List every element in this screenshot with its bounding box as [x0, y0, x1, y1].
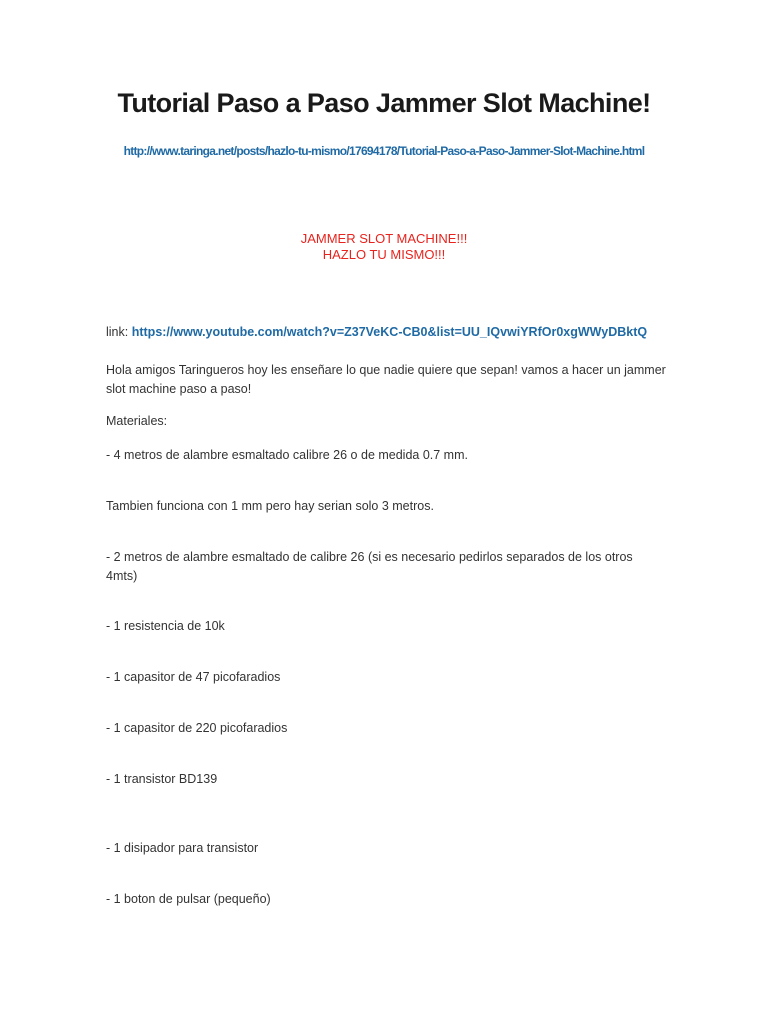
source-url-link[interactable]: http://www.taringa.net/posts/hazlo-tu-mismo/17694178/Tutorial-Paso-a-Paso-Jammer-Slot-Machine.html	[123, 144, 645, 158]
materials-heading: Materiales:	[106, 414, 168, 428]
material-item-transistor: - 1 transistor BD139	[106, 772, 218, 786]
headline-line-2: HAZLO TU MISMO!!!	[322, 247, 446, 262]
headline-block	[0, 231, 768, 263]
material-item-capacitor-220pf: - 1 capasitor de 220 picofaradios	[106, 721, 288, 735]
material-item-heatsink: - 1 disipador para transistor	[106, 841, 259, 855]
document-title: Tutorial Paso a Paso Jammer Slot Machine!	[117, 88, 651, 118]
youtube-video-link[interactable]: https://www.youtube.com/watch?v=Z37VeKC-CB0&list=UU_IQvwiYRfOr0xgWWyDBktQ	[131, 325, 648, 339]
link-label: link:	[106, 325, 129, 339]
material-item-wire-2m: - 2 metros de alambre esmaltado de calibre 26 (si es necesario pedirlos separados de los otros 4mts)	[106, 550, 633, 583]
material-note-1mm: Tambien funciona con 1 mm pero hay serian solo 3 metros.	[106, 499, 434, 513]
material-item-capacitor-47pf: - 1 capasitor de 47 picofaradios	[106, 670, 281, 684]
headline-line-1: JAMMER SLOT MACHINE!!!	[300, 231, 468, 246]
material-item-push-button: - 1 boton de pulsar (pequeño)	[106, 892, 271, 906]
video-link-paragraph	[106, 323, 666, 342]
material-item-wire-4m: - 4 metros de alambre esmaltado calibre 26 o de medida 0.7 mm.	[106, 448, 468, 462]
intro-paragraph: Hola amigos Taringueros hoy les enseñare lo que nadie quiere que sepan! vamos a hacer un jammer slot machine paso a paso!	[106, 363, 666, 396]
material-item-resistor: - 1 resistencia de 10k	[106, 619, 225, 633]
